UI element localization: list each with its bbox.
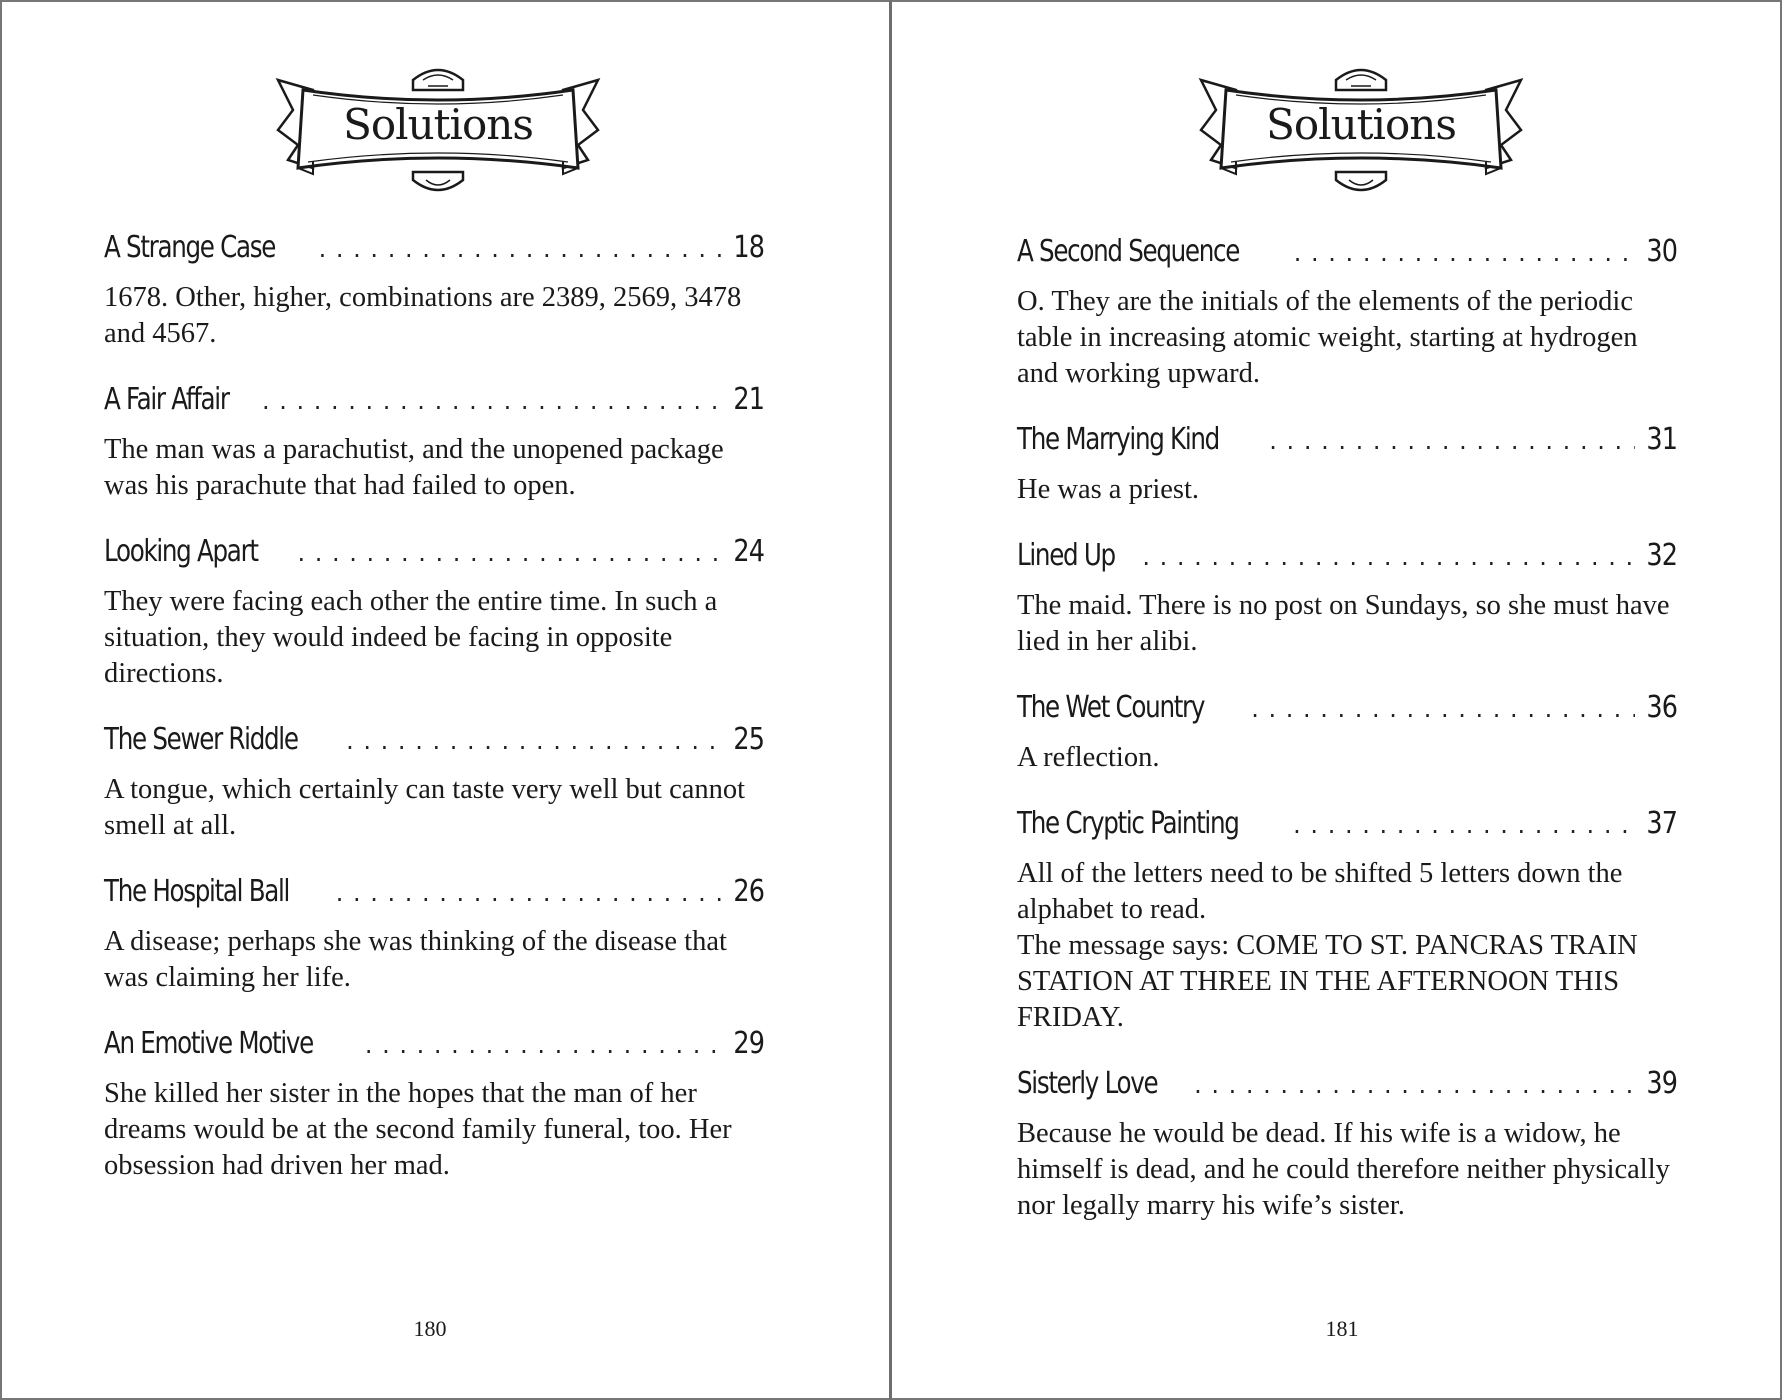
solution-entry: [1017, 538, 1677, 660]
entry-page-ref: 31: [1646, 422, 1677, 457]
entry-heading: [1017, 690, 1677, 738]
dot-leader: [319, 235, 722, 263]
dot-leader: [1142, 543, 1635, 571]
solution-entry: [104, 874, 764, 996]
entry-title: The Marrying Kind: [1017, 422, 1219, 457]
solution-entry: [104, 1026, 764, 1184]
solution-entry: [1017, 1066, 1677, 1224]
entry-answer: The maid. There is no post on Sundays, so she must have lied in her alibi.: [1017, 590, 1670, 657]
entry-heading: [104, 722, 764, 770]
entry-title: Looking Apart: [104, 534, 258, 569]
entry-page-ref: 26: [733, 874, 764, 909]
entry-page-ref: 32: [1646, 538, 1677, 573]
solution-entry: [104, 382, 764, 504]
entry-page-ref: 21: [733, 382, 764, 417]
solutions-banner: [258, 50, 618, 210]
right-page: [889, 0, 1782, 1400]
entry-title: The Cryptic Painting: [1017, 806, 1239, 841]
solution-entry: [1017, 234, 1677, 392]
entry-heading: [104, 534, 764, 582]
solution-entry: [1017, 422, 1677, 508]
entry-page-ref: 24: [733, 534, 764, 569]
dot-leader: [262, 387, 722, 415]
solution-entry: [104, 230, 764, 352]
entry-heading: [1017, 806, 1677, 854]
entry-title: A Fair Affair: [104, 382, 229, 417]
entry-answer: A reflection.: [1017, 742, 1160, 773]
dot-leader: [1294, 239, 1635, 267]
entry-answer: All of the letters need to be shifted 5 letters down the alphabet to read. The message says: COME TO ST. PANCRAS TRAIN STATION AT THREE IN THE AFTERNOON THIS FRIDAY.: [1017, 858, 1638, 1033]
dot-leader: [297, 539, 721, 567]
entry-title: The Hospital Ball: [104, 874, 290, 909]
solutions-banner: [1181, 50, 1541, 210]
page-number: 180: [413, 1316, 447, 1341]
entry-answer: O. They are the initials of the elements of the periodic table in increasing atomic weight, starting at hydrogen and working upward.: [1017, 286, 1638, 389]
banner-title: Solutions: [1266, 100, 1456, 149]
banner-title: Solutions: [343, 100, 533, 149]
solution-entry: [1017, 806, 1677, 1036]
solution-entry: [1017, 690, 1677, 776]
entry-answer: He was a priest.: [1017, 474, 1200, 505]
entry-page-ref: 25: [733, 722, 764, 757]
dot-leader: [1251, 695, 1635, 723]
solutions-list: [1017, 234, 1677, 1254]
entry-heading: [1017, 538, 1677, 586]
entry-answer: A tongue, which certainly can taste very well but cannot smell at all.: [104, 774, 746, 841]
entry-heading: [1017, 1066, 1677, 1114]
dot-leader: [1269, 427, 1635, 455]
entry-heading: [104, 382, 764, 430]
solution-entry: [104, 534, 764, 692]
dot-leader: [346, 727, 722, 755]
dot-leader: [1194, 1071, 1635, 1099]
entry-answer: The man was a parachutist, and the unopened package was his parachute that had failed to open.: [104, 434, 724, 501]
entry-answer: They were facing each other the entire time. In such a situation, they would indeed be facing in opposite directions.: [104, 586, 718, 689]
entry-title: Lined Up: [1017, 538, 1115, 573]
page-number: 181: [1325, 1316, 1359, 1341]
entry-title: The Sewer Riddle: [104, 722, 298, 757]
entry-title: A Strange Case: [104, 230, 276, 265]
entry-title: A Second Sequence: [1017, 234, 1240, 269]
entry-page-ref: 37: [1646, 806, 1677, 841]
dot-leader: [365, 1031, 722, 1059]
entry-page-ref: 36: [1646, 690, 1677, 725]
entry-answer: Because he would be dead. If his wife is a widow, he himself is dead, and he could therefore neither physically nor legally marry his wife’s sister.: [1017, 1118, 1670, 1221]
solution-entry: [104, 722, 764, 844]
entry-title: The Wet Country: [1017, 690, 1205, 725]
entry-heading: [1017, 234, 1677, 282]
entry-answer: She killed her sister in the hopes that the man of her dreams would be at the second family funeral, too. Her obsession had driven her mad.: [104, 1078, 732, 1181]
entry-heading: [1017, 422, 1677, 470]
entry-page-ref: 18: [733, 230, 764, 265]
entry-title: Sisterly Love: [1017, 1066, 1158, 1101]
entry-answer: A disease; perhaps she was thinking of the disease that was claiming her life.: [104, 926, 727, 993]
dot-leader: [1293, 811, 1635, 839]
entry-heading: [104, 1026, 764, 1074]
entry-heading: [104, 874, 764, 922]
entry-title: An Emotive Motive: [104, 1026, 313, 1061]
entry-heading: [104, 230, 764, 278]
entry-page-ref: 29: [733, 1026, 764, 1061]
entry-page-ref: 30: [1646, 234, 1677, 269]
dot-leader: [336, 879, 722, 907]
solutions-list: [104, 230, 764, 1214]
entry-answer: 1678. Other, higher, combinations are 2389, 2569, 3478 and 4567.: [104, 282, 742, 349]
entry-page-ref: 39: [1646, 1066, 1677, 1101]
